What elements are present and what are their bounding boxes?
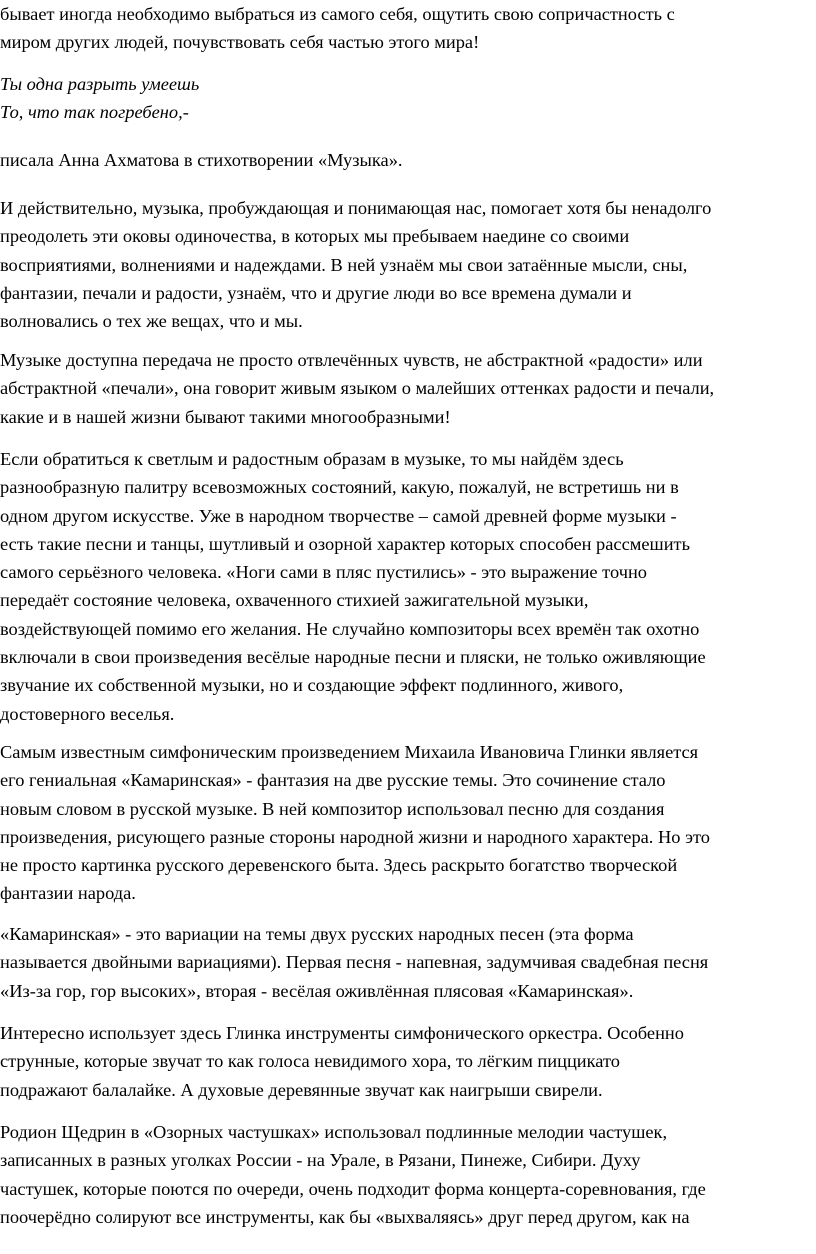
paragraph [0,194,816,335]
text-line: частушек, которые поются по очереди, очень подходит форма концерта-соревнования, где [0,1178,706,1199]
text-line: То, что так погребено,- [0,102,189,123]
text-line: какие и в нашей жизни бывают такими многообразными! [0,406,451,427]
text-line: Ты одна разрыть умеешь [0,74,200,94]
text-line: включали в свои произведения весёлые народные песни и пляски, не только оживляющие [0,647,706,668]
text-line: одном другом искусстве. Уже в народном творчестве – самой древней форме музыки - [0,505,677,526]
text-line: его гениальная «Камаринская» - фантазия на две русские темы. Это сочинение стало [0,770,666,791]
text-line: Родион Щедрин в «Озорных частушках» использовал подлинные мелодии частушек, [0,1122,668,1142]
text-line: новым словом в русской музыке. В ней композитор использовал песню для создания [0,798,665,819]
text-line: не просто картинка русского деревенского быта. Здесь раскрыто богатство творческой [0,855,678,876]
text-line: писала Анна Ахматова в стихотворении «Музыка». [0,150,403,170]
text-line: поочерёдно солируют все инструменты, как бы «выхваляясь» друг перед другом, как на [0,1206,690,1227]
text-line: «Камаринская» - это вариации на темы двух русских народных песен (эта форма [0,924,634,944]
text-line: абстрактной «печали», она говорит живым языком о малейших оттенках радости и печали, [0,378,715,399]
text-line: Если обратиться к светлым и радостным образам в музыке, то мы найдём здесь [0,449,624,469]
text-line: передаёт состояние человека, охваченного стихией зажигательной музыки, [0,590,589,611]
text-line: подражают балалайке. А духовые деревянные звучат как наигрыши свирели. [0,1079,603,1100]
text-line: Интересно использует здесь Глинка инструменты симфонического оркестра. Особенно [0,1023,684,1043]
text-line: Самым известным симфоническим произведением Михаила Ивановича Глинки является [0,742,699,762]
text-line: разнообразную палитру всевозможных состояний, какую, пожалуй, не встретишь ни в [0,477,679,498]
paragraph [0,1118,816,1231]
text-line: бывает иногда необходимо выбраться из самого себя, ощутить свою сопричастность с [0,4,675,24]
text-line: достоверного веселья. [0,703,175,724]
text-line: есть такие песни и танцы, шутливый и озорной характер которых способен рассмешить [0,533,690,554]
text-line: «Из-за гор, гор высоких», вторая - весёлая оживлённая плясовая «Камаринская». [0,980,634,1001]
text-line: фантазии, печали и радости, узнаём, что и другие люди во все времена думали и [0,282,632,303]
text-line: И действительно, музыка, пробуждающая и понимающая нас, помогает хотя бы ненадолго [0,198,712,218]
paragraph [0,1019,816,1104]
text-line: преодолеть эти оковы одиночества, в которых мы пребываем наедине со своими [0,226,630,247]
paragraph [0,445,816,728]
poem-quote [0,70,816,127]
text-line: восприятиями, волнениями и надеждами. В ней узнаём мы свои затаённые мысли, сны, [0,254,688,275]
paragraph [0,738,816,908]
text-line: струнные, которые звучат то как голоса невидимого хора, то лёгким пиццикато [0,1051,620,1072]
text-line: миром других людей, почувствовать себя частью этого мира! [0,32,480,53]
text-line: Музыке доступна передача не просто отвлечённых чувств, не абстрактной «радости» или [0,350,703,370]
paragraph [0,346,816,431]
text-line: воздействующей помимо его желания. Не случайно композиторы всех времён так охотно [0,618,700,639]
paragraph [0,146,816,174]
paragraph [0,920,816,1005]
text-line: фантазии народа. [0,883,136,904]
text-line: волновались о тех же вещах, что и мы. [0,311,303,332]
text-line: называется двойными вариациями). Первая песня - напевная, задумчивая свадебная песня [0,952,709,973]
text-line: записанных в разных уголках России - на Урале, в Рязани, Пинеже, Сибири. Духу [0,1150,641,1171]
paragraph [0,0,816,57]
text-line: произведения, рисующего разные стороны народной жизни и народного характера. Но это [0,826,710,847]
text-line: самого серьёзного человека. «Ноги сами в пляс пустились» - это выражение точно [0,562,647,583]
text-line: звучание их собственной музыки, но и создающие эффект подлинного, живого, [0,675,624,696]
